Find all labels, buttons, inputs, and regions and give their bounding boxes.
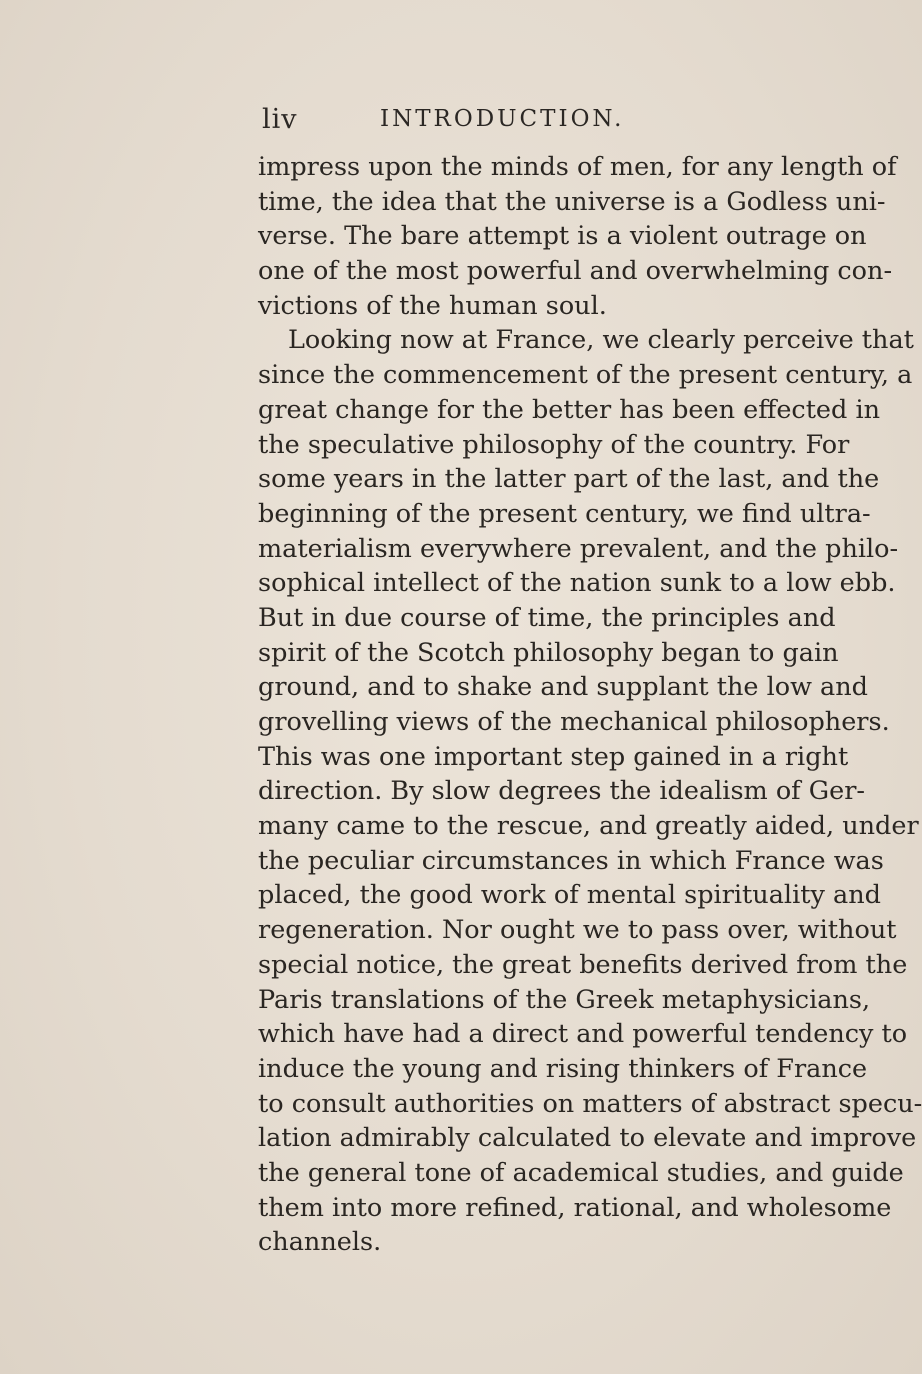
text-line: the speculative philosophy of the country. For (258, 429, 850, 460)
running-title: INTRODUCTION. (380, 106, 625, 132)
text-line: lation admirably calculated to elevate and improve (258, 1123, 917, 1154)
text-line: direction. By slow degrees the idealism of Ger- (258, 776, 865, 807)
text-line: regeneration. Nor ought we to pass over, without (258, 915, 897, 946)
text-line: channels. (258, 1227, 382, 1258)
text-line: them into more refined, rational, and wholesome (258, 1192, 892, 1223)
text-line: placed, the good work of mental spirituality and (258, 880, 881, 911)
text-line: many came to the rescue, and greatly aided, under (258, 811, 919, 842)
text-line: special notice, the great benefits derived from the (258, 949, 908, 980)
text-line: one of the most powerful and overwhelming con- (258, 256, 893, 287)
text-line: the general tone of academical studies, and guide (258, 1157, 904, 1188)
text-line: beginning of the present century, we find ultra- (258, 498, 871, 529)
text-line: grovelling views of the mechanical philosophers. (258, 707, 890, 737)
text-line: sophical intellect of the nation sunk to a low ebb. (258, 568, 896, 599)
running-head (262, 104, 786, 144)
text-line: materialism everywhere prevalent, and the philo- (258, 533, 899, 564)
text-line: But in due course of time, the principles and (258, 602, 836, 633)
text-line: verse. The bare attempt is a violent outrage on (258, 221, 867, 252)
text-line: time, the idea that the universe is a Godless uni- (258, 186, 886, 217)
text-line: induce the young and rising thinkers of France (258, 1053, 868, 1084)
text-line: victions of the human soul. (258, 290, 607, 321)
text-line: great change for the better has been effected in (258, 394, 881, 425)
text-line: This was one important step gained in a right (258, 741, 849, 772)
text-line: Looking now at France, we clearly perceive that (288, 325, 914, 356)
text-line: some years in the latter part of the last, and the (258, 464, 880, 495)
text-line: spirit of the Scotch philosophy began to gain (258, 637, 839, 668)
text-line: the peculiar circumstances in which France was (258, 845, 884, 876)
page-number: liv (262, 104, 298, 135)
text-line: impress upon the minds of men, for any length of (258, 152, 897, 182)
text-line: ground, and to shake and supplant the low and (258, 672, 868, 703)
text-line: Paris translations of the Greek metaphysicians, (258, 984, 871, 1015)
body-text (258, 150, 922, 1260)
text-line: which have had a direct and powerful tendency to (258, 1019, 908, 1050)
text-line: since the commencement of the present century, a (258, 360, 913, 391)
text-line: to consult authorities on matters of abstract specu- (258, 1088, 922, 1119)
